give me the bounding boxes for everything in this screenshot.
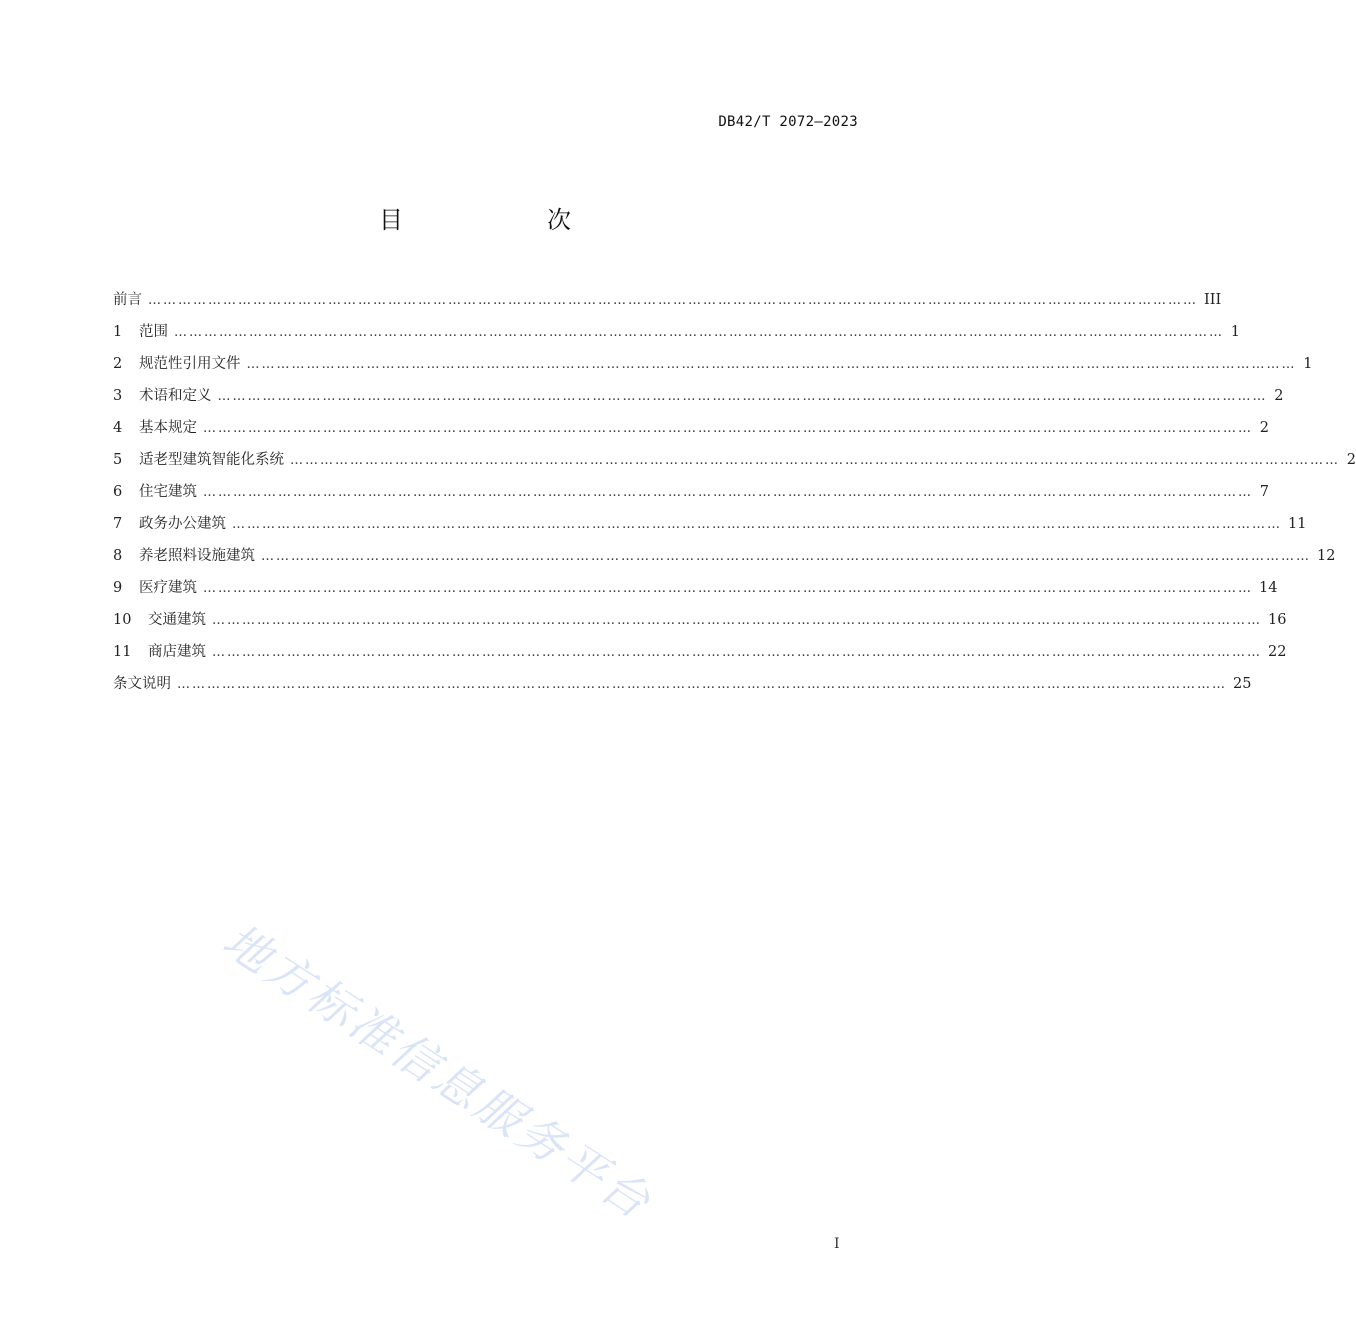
toc-entry-page: 11 (1288, 516, 1307, 532)
toc-entry-page: 1 (1230, 324, 1240, 340)
toc-entry-number: 1 (113, 324, 123, 340)
toc-entry-label: 住宅建筑 (139, 484, 197, 500)
toc-dot-leader: ………………………………………………………………………………………………………………………………………………………………………………………… (217, 389, 1268, 404)
toc-entry-explanation[interactable] (113, 668, 1252, 700)
toc-entry-number: 11 (113, 644, 132, 660)
toc-dot-leader: ………………………………………………………………………………………………………………………………………………………………………………………… (212, 645, 1262, 660)
toc-entry-label: 范围 (139, 324, 168, 340)
toc-title: 目 次 (379, 206, 631, 234)
toc-entry-label: 前言 (113, 292, 142, 308)
toc-entry-number: 9 (113, 580, 123, 596)
toc-entry-page: 14 (1259, 580, 1278, 596)
watermark: 地方标准信息服务平台 (213, 912, 663, 1231)
toc-entry-number: 4 (113, 420, 123, 436)
toc-entry-terms-definitions[interactable] (113, 380, 1284, 412)
toc-dot-leader: ………………………………………………………………………………………………………………………………………………………………………………………… (290, 453, 1340, 468)
toc-entry-basic-provisions[interactable] (113, 412, 1269, 444)
toc-entry-commercial[interactable] (113, 636, 1287, 668)
toc-dot-leader: ………………………………………………………………………………………………………………………………………………………………………………………… (261, 549, 1311, 564)
toc-entry-label: 条文说明 (113, 676, 171, 692)
toc-dot-leader: ………………………………………………………………………………………………………………………………………………………………………………………… (246, 357, 1297, 372)
toc-entry-label: 交通建筑 (148, 612, 206, 628)
toc-dot-leader: ………………………………………………………………………………………………………………………………………………………………………………………… (174, 325, 1224, 340)
toc-entry-intelligent-systems[interactable] (113, 444, 1356, 476)
toc-entry-elderly-care[interactable] (113, 540, 1336, 572)
page-number: I (834, 1236, 840, 1252)
toc-entry-government-office[interactable] (113, 508, 1307, 540)
toc-dot-leader: ………………………………………………………………………………………………………………………………………………………………………………………… (212, 613, 1262, 628)
toc-dot-leader: ………………………………………………………………………………………………………………………………………………………………………………………… (203, 421, 1253, 436)
toc-entry-label: 医疗建筑 (139, 580, 197, 596)
toc-entry-label: 规范性引用文件 (139, 356, 241, 372)
toc-entry-number: 5 (113, 452, 123, 468)
toc-dot-leader: ………………………………………………………………………………………………………………………………………………………………………………………… (177, 677, 1227, 692)
toc-entry-page: 22 (1268, 644, 1287, 660)
toc-entry-page: 25 (1233, 676, 1252, 692)
toc-entry-residential[interactable] (113, 476, 1269, 508)
toc-entry-scope[interactable] (113, 316, 1240, 348)
toc-entry-page: 7 (1259, 484, 1269, 500)
toc-dot-leader: ………………………………………………………………………………………………………………………………………………………………………………………… (232, 517, 1282, 532)
toc-entry-page: III (1204, 292, 1222, 308)
toc-entry-page: 2 (1259, 420, 1269, 436)
toc-entry-number: 8 (113, 548, 123, 564)
toc-dot-leader: ………………………………………………………………………………………………………………………………………………………………………………………… (148, 293, 1198, 308)
toc-entry-page: 16 (1268, 612, 1287, 628)
toc-entry-medical[interactable] (113, 572, 1278, 604)
toc-entry-label: 术语和定义 (139, 388, 212, 404)
toc-entry-page: 2 (1274, 388, 1284, 404)
toc-entry-number: 10 (113, 612, 132, 628)
document-code: DB42/T 2072—2023 (718, 114, 858, 130)
toc-entry-page: 12 (1317, 548, 1336, 564)
toc-entry-label: 政务办公建筑 (139, 516, 226, 532)
toc-entry-page: 2 (1346, 452, 1356, 468)
toc-entry-normative-references[interactable] (113, 348, 1313, 380)
toc-entry-label: 基本规定 (139, 420, 197, 436)
toc-entry-transportation[interactable] (113, 604, 1287, 636)
toc-entry-number: 7 (113, 516, 123, 532)
toc-dot-leader: ………………………………………………………………………………………………………………………………………………………………………………………… (203, 581, 1253, 596)
toc-entry-label: 养老照料设施建筑 (139, 548, 255, 564)
toc-entry-foreword[interactable] (113, 284, 1222, 316)
toc-entry-number: 2 (113, 356, 123, 372)
table-of-contents (113, 284, 1356, 700)
toc-entry-number: 6 (113, 484, 123, 500)
toc-entry-number: 3 (113, 388, 123, 404)
toc-entry-label: 适老型建筑智能化系统 (139, 452, 284, 468)
toc-entry-page: 1 (1303, 356, 1313, 372)
toc-entry-label: 商店建筑 (148, 644, 206, 660)
toc-dot-leader: ………………………………………………………………………………………………………………………………………………………………………………………… (203, 485, 1253, 500)
